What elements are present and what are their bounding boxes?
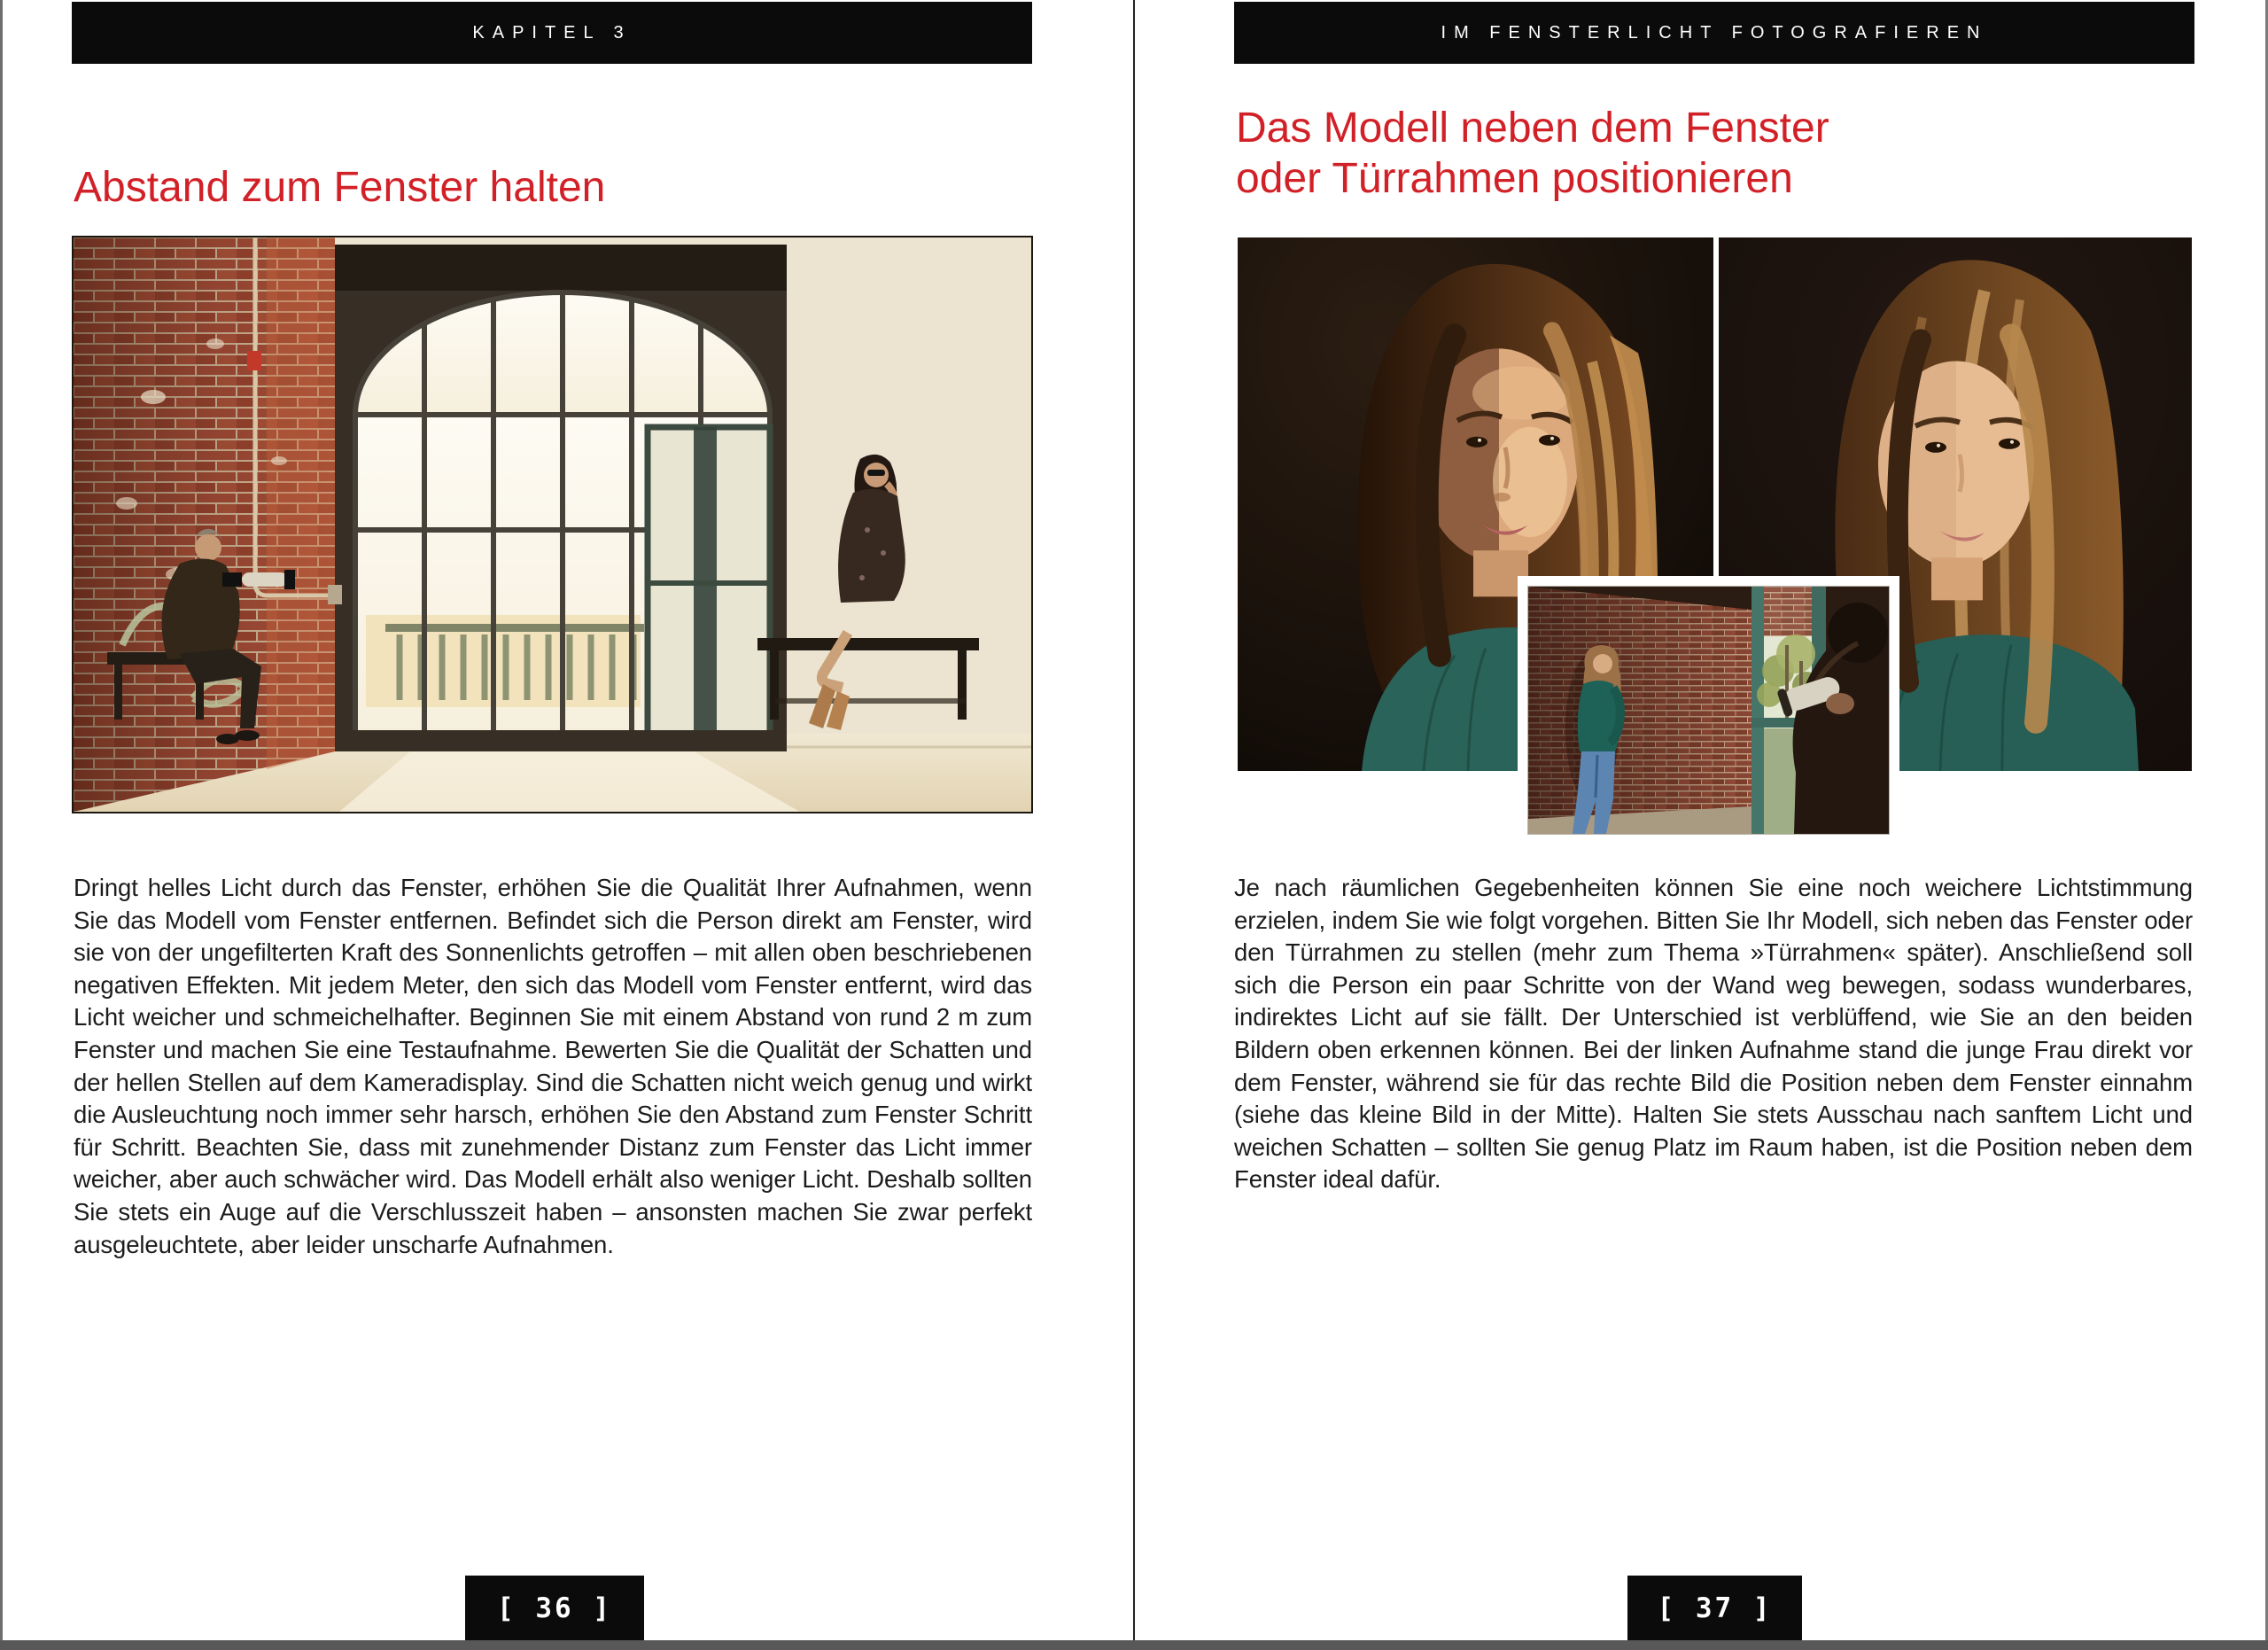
right-page-number-box bbox=[1627, 1576, 1802, 1640]
warehouse-scene-illustration bbox=[74, 237, 1031, 812]
industrial-window bbox=[335, 245, 787, 751]
left-page-title: Abstand zum Fenster halten bbox=[74, 164, 606, 211]
left-page-number-box bbox=[465, 1576, 644, 1640]
scan-edge-left bbox=[0, 0, 3, 1650]
inset-photo-frame bbox=[1518, 576, 1899, 844]
setup-scene-illustration bbox=[1528, 587, 1889, 834]
fire-alarm bbox=[247, 351, 261, 370]
right-title-line1: Das Modell neben dem Fenster bbox=[1236, 105, 1829, 152]
telephoto-lens bbox=[242, 572, 288, 587]
right-header-label: IM FENSTERLICHT FOTOGRAFIEREN bbox=[1441, 22, 1988, 43]
scan-edge-bottom bbox=[0, 1640, 2268, 1650]
right-page-number: [ 37 ] bbox=[1657, 1592, 1773, 1624]
brick-wall bbox=[74, 237, 342, 812]
right-page-title bbox=[1236, 103, 1829, 204]
left-header-bar bbox=[72, 2, 1032, 64]
right-title-line2: oder Türrahmen positionieren bbox=[1236, 155, 1793, 202]
photo-window-distance bbox=[74, 237, 1031, 812]
right-body-paragraph: Je nach räumlichen Gegebenheiten können Sie eine noch weichere Lichtstimmung erzielen, indem Sie wie folgt vorgehen. Bitten Sie Ihr Modell, sich neben das Fenster oder den Türrahmen zu stellen (mehr zum Thema »Türrahmen« später). Anschließend soll sich die Person ein paar Schritte von der Wand weg bewegen, sodass wunderbares, indirektes Licht auf sie fällt. Der Unterschied ist verblüffend, wie Sie an den beiden Bildern oben erkennen können. Bei der linken Aufnahme stand die junge Frau direkt vor dem Fenster, während sie für das rechte Bild die Position neben dem Fenster einnahm (siehe das kleine Bild in der Mitte). Halten Sie stets Ausschau nach sanftem Licht und weichen Schatten – sollten Sie genug Platz im Raum haben, ist die Position neben dem Fenster ideal dafür. bbox=[1234, 874, 2193, 1194]
left-header-label: KAPITEL 3 bbox=[472, 22, 632, 43]
left-page-number: [ 36 ] bbox=[497, 1592, 612, 1624]
page-gutter-divider bbox=[1133, 0, 1135, 1640]
left-body-paragraph: Dringt helles Licht durch das Fenster, erhöhen Sie die Qualität Ihrer Aufnahmen, wenn Sie das Modell vom Fenster entfernen. Befindet sich die Person direkt am Fenster, wird sie von der ungefilterten Kraft des Sonnenlichts getroffen – mit allen oben beschriebenen negativen Effekten. Mit jedem Meter, den sich das Modell vom Fenster entfernt, wird das Licht weicher und schmeichelhafter. Beginnen Sie mit einem Abstand von rund 2 m zum Fenster und machen Sie eine Testaufnahme. Bewerten Sie die Qualität der Schatten und der hellen Stellen auf dem Kameradisplay. Sind die Schatten nicht weich genug und wirkt die Ausleuchtung noch immer sehr harsch, erhöhen Sie den Abstand zum Fenster Schritt für Schritt. Beachten Sie, dass mit zunehmender Distanz zum Fenster das Licht immer weicher, aber auch schwächer wird. Das Modell erhält also weniger Licht. Deshalb sollten Sie stets ein Auge auf die Verschlusszeit haben – ansonsten machen Sie zwar perfekt ausgeleuchtete, aber leider unscharfe Aufnahmen. bbox=[74, 874, 1032, 1258]
photo-setup-beside-window bbox=[1528, 587, 1889, 834]
right-header-bar bbox=[1234, 2, 2194, 64]
